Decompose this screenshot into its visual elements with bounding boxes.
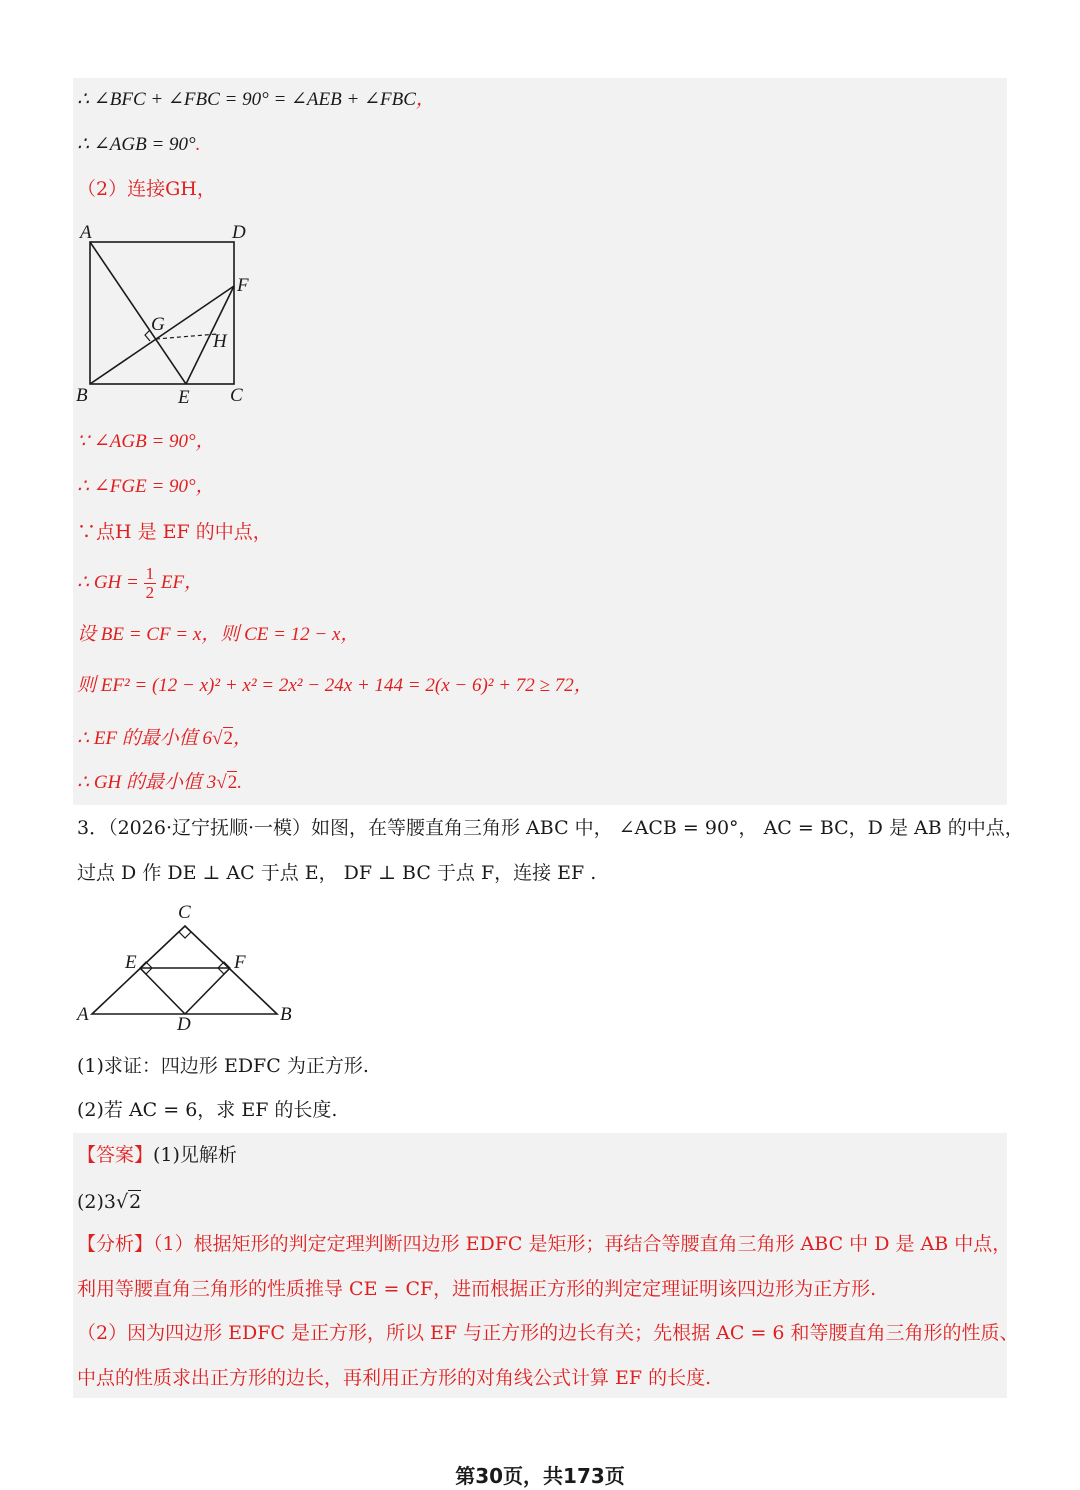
page-number: 第30页，共173页 [455, 1464, 625, 1488]
label-a: A [77, 1004, 89, 1025]
solution-line-7: ∴ GH = $\frac{1}{2}$ EF， [77, 564, 204, 602]
answer-panel [73, 1133, 1007, 1398]
label-f: F [237, 275, 249, 296]
label-c: C [178, 902, 191, 923]
label-b: B [76, 385, 88, 406]
label-d: D [232, 222, 246, 243]
label-g: G [151, 314, 165, 335]
segment-df [185, 968, 230, 1014]
square-abcd [90, 242, 234, 384]
segment-de [140, 968, 185, 1014]
right-angle-mark-g [145, 330, 150, 341]
label-e: E [125, 952, 137, 973]
solution-line-11: ∴ GH 的最小值 3√2. [77, 772, 242, 793]
solution-line-2: ∴ ∠AGB = 90°. [77, 134, 201, 155]
label-f: F [234, 952, 246, 973]
analysis-line-3: （2）因为四边形 EDFC 是正方形，所以 EF 与正方形的边长有关；先根据 AC = 6 和等腰直角三角形的性质、 [77, 1322, 1019, 1344]
solution-line-4: ∵ ∠AGB = 90°， [77, 431, 215, 452]
triangle-abc [92, 926, 277, 1014]
label-e: E [178, 387, 190, 408]
problem3-stem-line1: 3．（2026·辽宁抚顺·一模）如图，在等腰直角三角形 ABC 中， ∠ACB = 90°， AC = BC，D 是 AB 的中点， [77, 817, 1024, 839]
solution-line-5: ∴ ∠FGE = 90°， [77, 476, 215, 497]
label-a: A [80, 222, 92, 243]
solution-line-1: ∴ ∠BFC + ∠FBC = 90° = ∠AEB + ∠FBC， [77, 89, 435, 110]
right-angle-mark-c [179, 926, 191, 938]
analysis-tag: 【分析】 [77, 1233, 154, 1255]
solution-line-10: ∴ EF 的最小值 6√2， [77, 728, 253, 749]
problem3-question-2: (2)若 AC = 6，求 EF 的长度. [77, 1099, 338, 1121]
solution-part2-heading: （2）连接GH， [77, 178, 216, 200]
answer-tag: 【答案】 [77, 1144, 154, 1166]
analysis-line-2: 利用等腰直角三角形的性质推导 CE = CF，进而根据正方形的判定定理证明该四边形为正方形. [77, 1278, 877, 1300]
solution-line-8: 设 BE = CF = x，则 CE = 12 − x， [77, 624, 360, 645]
label-c: C [230, 385, 243, 406]
answer-line-1: 【答案】(1)见解析 [77, 1144, 237, 1166]
problem3-question-1: (1)求证：四边形 EDFC 为正方形. [77, 1055, 369, 1077]
segment-ae [90, 242, 186, 384]
label-h: H [213, 331, 227, 352]
square-figure [72, 218, 262, 410]
triangle-figure [72, 898, 302, 1036]
solution-line-9: 则 EF² = (12 − x)² + x² = 2x² − 24x + 144 = 2(x − 6)² + 72 ≥ 72， [77, 675, 593, 696]
segment-ef [186, 286, 234, 384]
solution-line-6: ∵点H 是 EF 的中点， [77, 521, 272, 543]
analysis-line-1: 【分析】（1）根据矩形的判定定理判断四边形 EDFC 是矩形；再结合等腰直角三角形 ABC 中 D 是 AB 中点， [77, 1233, 1012, 1255]
answer-line-2: (2)3√2 [77, 1191, 142, 1213]
problem3-stem-line2: 过点 D 作 DE ⊥ AC 于点 E， DF ⊥ BC 于点 F，连接 EF . [77, 862, 597, 884]
label-d: D [177, 1014, 191, 1035]
label-b: B [280, 1004, 292, 1025]
analysis-line-4: 中点的性质求出正方形的边长，再利用正方形的对角线公式计算 EF 的长度. [77, 1367, 712, 1389]
fraction-one-half: $\frac{1}{2}$ [145, 564, 155, 602]
